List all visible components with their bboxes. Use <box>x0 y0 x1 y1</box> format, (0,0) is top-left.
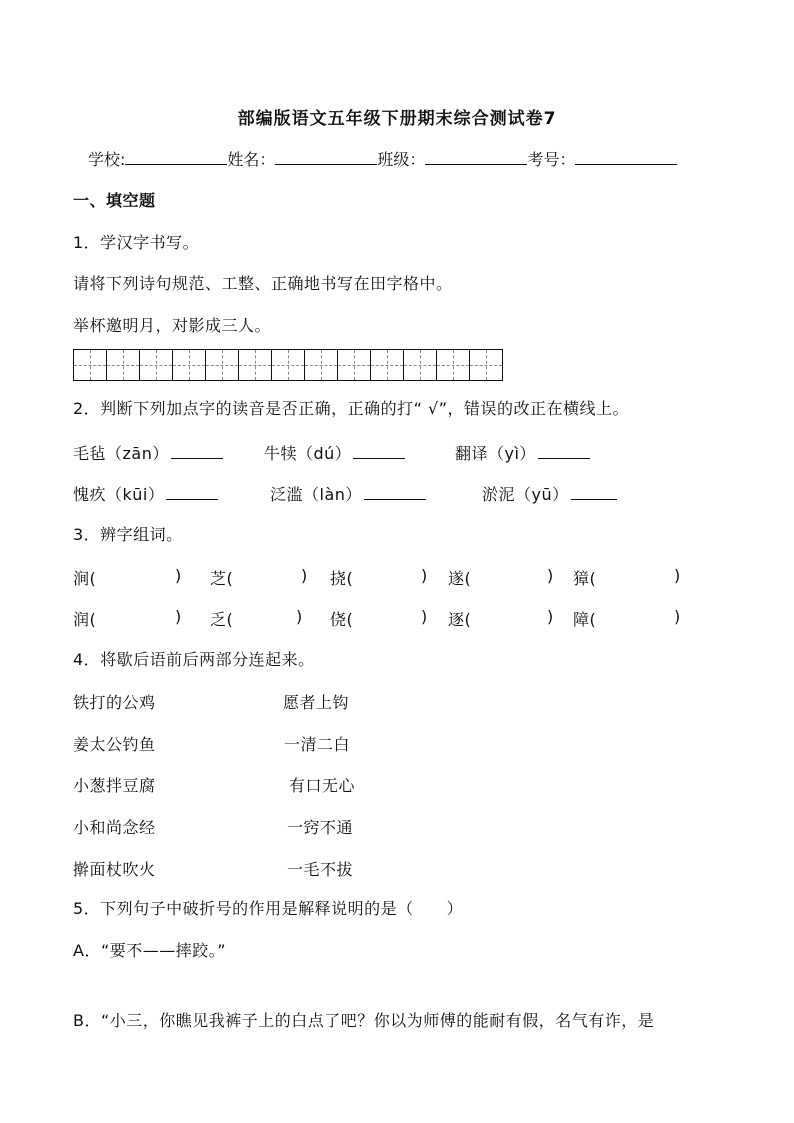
tianzige-grid[interactable] <box>73 349 503 381</box>
q4-right-item[interactable]: 一毛不拔 <box>287 860 354 879</box>
q3-paren-close: ) <box>175 566 182 585</box>
q3-item: 涧( <box>73 569 97 588</box>
q3-item: 芝( <box>210 569 234 588</box>
q4-right-item[interactable]: 一清二白 <box>284 735 351 754</box>
answer-blank[interactable] <box>171 442 223 459</box>
exam-no-label: 考号： <box>527 150 576 169</box>
class-label: 班级： <box>377 150 426 169</box>
q3-paren-close: ) <box>296 607 303 626</box>
q3-paren-close: ) <box>301 566 308 585</box>
q4-right-item[interactable]: 一窍不通 <box>287 818 354 837</box>
q4-right-item[interactable]: 愿者上钩 <box>283 693 350 712</box>
grid-cell[interactable] <box>239 350 272 380</box>
grid-cell[interactable] <box>305 350 338 380</box>
student-info-row <box>88 147 677 170</box>
answer-blank[interactable] <box>353 442 405 459</box>
q3-item: 挠( <box>330 569 354 588</box>
class-blank[interactable] <box>425 148 527 165</box>
q3-item: 润( <box>73 610 97 629</box>
q4-right-item[interactable]: 有口无心 <box>289 776 356 795</box>
q3-item: 侥( <box>330 610 354 629</box>
answer-blank[interactable] <box>538 442 590 459</box>
q2-item: 泛滥（làn） <box>270 482 426 505</box>
grid-cell[interactable] <box>173 350 206 380</box>
q3-paren-close: ) <box>421 607 428 626</box>
q2-item: 愧疚（kūi） <box>73 482 218 505</box>
q4-left-item[interactable]: 擀面杖吹火 <box>73 860 156 879</box>
page-title: 部编版语文五年级下册期末综合测试卷7 <box>237 109 557 129</box>
q5-heading: 5．下列句子中破折号的作用是解释说明的是（ ） <box>73 899 464 918</box>
q3-paren-close: ) <box>547 566 554 585</box>
q1-heading: 1．学汉字书写。 <box>73 233 200 252</box>
q3-item: 逐( <box>448 610 472 629</box>
q3-item: 獐( <box>573 569 597 588</box>
q3-paren-close: ) <box>547 607 554 626</box>
q1-poem: 举杯邀明月，对影成三人。 <box>73 316 272 335</box>
school-blank[interactable] <box>125 148 227 165</box>
grid-cell[interactable] <box>437 350 470 380</box>
q3-paren-close: ) <box>175 607 182 626</box>
q2-item: 牛犊（dú） <box>264 441 405 464</box>
q4-left-item[interactable]: 姜太公钓鱼 <box>73 735 156 754</box>
q2-item: 毛毡（zān） <box>73 441 223 464</box>
q3-heading: 3．辨字组词。 <box>73 525 183 544</box>
q3-paren-close: ) <box>421 566 428 585</box>
q3-item: 乏( <box>210 610 234 629</box>
answer-blank[interactable] <box>364 483 426 500</box>
grid-cell[interactable] <box>338 350 371 380</box>
q1-instruction: 请将下列诗句规范、工整、正确地书写在田字格中。 <box>73 274 453 293</box>
q4-left-item[interactable]: 小和尚念经 <box>73 818 156 837</box>
q2-heading: 2．判断下列加点字的读音是否正确，正确的打“ √”，错误的改正在横线上。 <box>73 399 630 418</box>
name-blank[interactable] <box>275 148 377 165</box>
q3-item: 障( <box>573 610 597 629</box>
name-label: 姓名： <box>227 150 276 169</box>
answer-blank[interactable] <box>571 483 617 500</box>
section-heading: 一、填空题 <box>73 191 156 210</box>
q4-heading: 4．将歇后语前后两部分连起来。 <box>73 650 315 669</box>
grid-cell[interactable] <box>206 350 239 380</box>
q5-option-a[interactable]: A．“要不——摔跤。” <box>73 941 227 960</box>
grid-cell[interactable] <box>404 350 437 380</box>
school-label: 学校: <box>88 150 126 169</box>
grid-cell[interactable] <box>107 350 140 380</box>
q2-item: 翻译（yì） <box>455 441 590 464</box>
q4-left-item[interactable]: 小葱拌豆腐 <box>73 776 156 795</box>
q3-paren-close: ) <box>674 566 681 585</box>
q5-option-b[interactable]: B．“小三，你瞧见我裤子上的白点了吧？你以为师傅的能耐有假，名气有诈，是 <box>73 1011 655 1030</box>
grid-cell[interactable] <box>272 350 305 380</box>
answer-blank[interactable] <box>166 483 218 500</box>
grid-cell[interactable] <box>74 350 107 380</box>
grid-cell[interactable] <box>470 350 502 380</box>
grid-cell[interactable] <box>140 350 173 380</box>
q3-paren-close: ) <box>674 607 681 626</box>
grid-cell[interactable] <box>371 350 404 380</box>
exam-no-blank[interactable] <box>575 148 677 165</box>
q4-left-item[interactable]: 铁打的公鸡 <box>73 693 156 712</box>
q2-item: 淤泥（yū） <box>482 482 617 505</box>
q3-item: 遂( <box>448 569 472 588</box>
